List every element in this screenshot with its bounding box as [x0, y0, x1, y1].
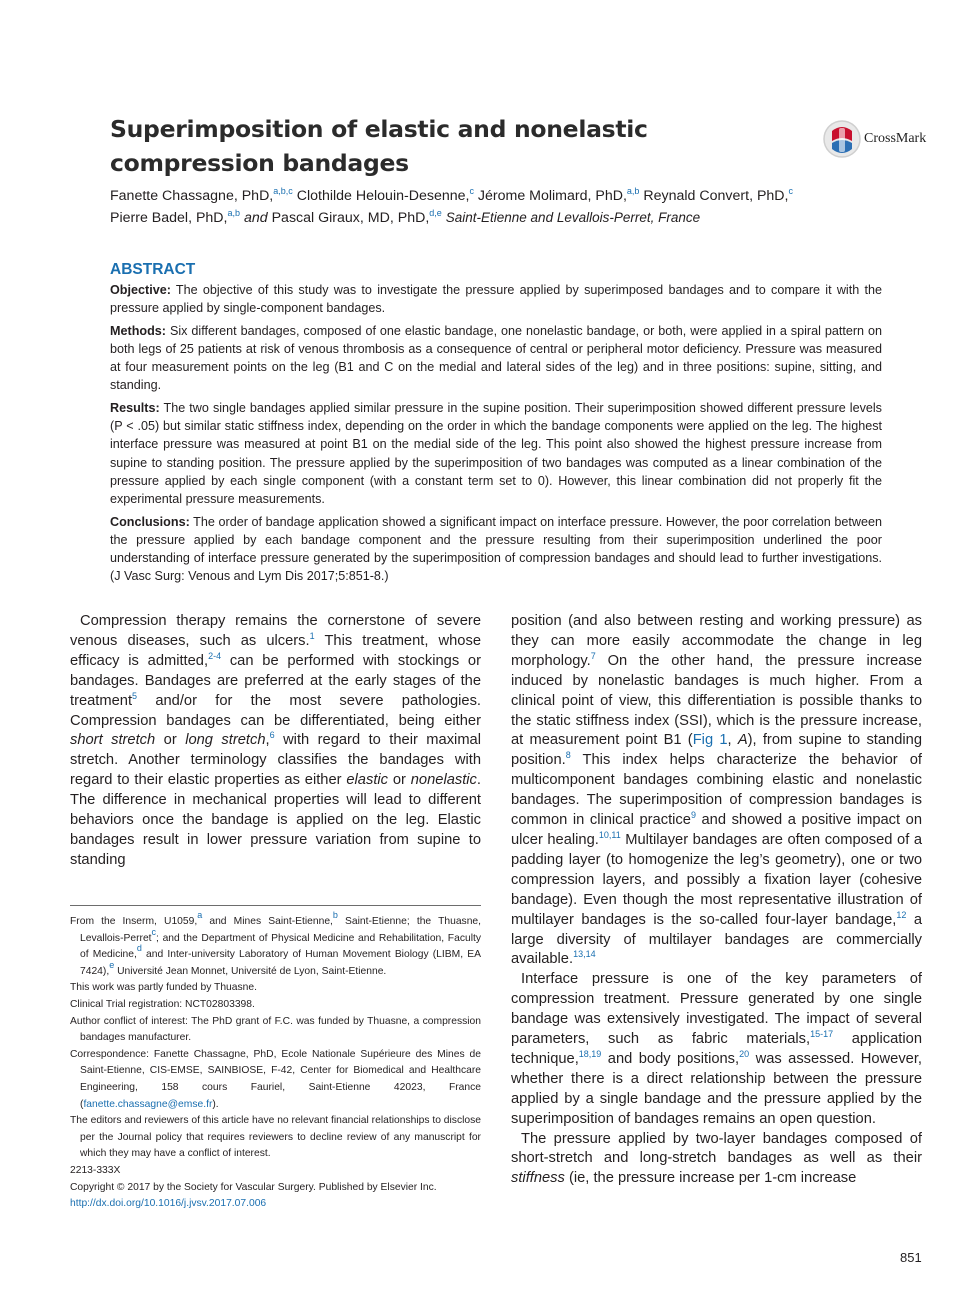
citation-link[interactable]: 15-17 [810, 1029, 834, 1040]
author-affiliation: c [788, 186, 793, 196]
text-run: The pressure applied by two-layer bandages composed of short-stretch and long-stretch bandages as well as their [511, 1130, 922, 1167]
italic-run: A [737, 732, 748, 749]
footnote [70, 910, 482, 980]
article-title: Superimposition of elastic and nonelastic compression bandages [110, 115, 648, 177]
body-paragraph [511, 612, 922, 970]
italic-run: short stretch [70, 732, 156, 749]
footnote [70, 1196, 481, 1213]
citation-link[interactable]: 5 [132, 690, 138, 701]
author-name: Pierre Badel, PhD, [110, 210, 228, 226]
text-run: Compression therapy remains the cornerstone of severe venous diseases, such as ulcers. [70, 613, 481, 649]
text-run: , [727, 732, 738, 749]
text-run: . The difference in mechanical properties will lead to different behaviors once the bandage is applied on the leg. Elastic bandages result in lower pressure variation from supine to standing [70, 772, 481, 868]
citation-link[interactable]: 10,11 [598, 829, 621, 840]
crossmark-badge[interactable] [822, 119, 932, 163]
text-run: can be performed with stockings or bandages. Bandages are preferred at the early stages of the treatment [70, 652, 481, 709]
text-run: Université Jean Monnet, Université de Lyon, Saint-Etienne. [114, 965, 387, 977]
abstract-heading: ABSTRACT [110, 261, 196, 278]
text-run: ). [212, 1098, 219, 1110]
citation-link[interactable]: 6 [269, 730, 275, 741]
author-location: Saint-Etienne and Levallois-Perret, France [445, 210, 701, 225]
citation-link[interactable]: e [109, 959, 115, 970]
hyperlink[interactable]: http://dx.doi.org/10.1016/j.jvsv.2017.07.006 [70, 1198, 267, 1210]
italic-run: long stretch [185, 732, 266, 749]
author-affiliation: a,b [227, 208, 241, 218]
footnote [70, 1014, 481, 1047]
text-run: Clinical Trial registration: NCT02803398. [70, 998, 255, 1010]
abstract-results [110, 399, 882, 509]
citation-link[interactable]: 9 [690, 810, 696, 821]
text-run: or [388, 772, 411, 789]
citation-link[interactable]: c [151, 926, 157, 937]
page-number: 851 [900, 1250, 922, 1265]
text-run: This treatment, whose efficacy is admitted, [70, 632, 481, 669]
citation-link[interactable]: 12 [896, 909, 907, 920]
text-run: was assessed. However, whether there is a direct relationship between the pressure applied by a single bandage and the pressure applied by the superimposition of bandages remains an open question. [511, 1050, 922, 1127]
abstract-text: Six different bandages, composed of one elastic bandage, one nonelastic bandage, or both, were applied in a spiral pattern on both legs of 25 patients at risk of venous thrombosis as a consequence of central or peripheral motor deficiency. Pressure was measured at four measurement points on the leg (B1 and C on the medial and lateral sides of the leg) and in three positions: supine, sitting, and standing. [110, 323, 883, 393]
italic-run: nonelastic [410, 772, 477, 789]
footnote-divider [70, 905, 481, 906]
abstract-text: The order of bandage application showed a significant impact on interface pressure. However, the poor correlation between the pressure applied by each bandage component and the pressure resulting from their superimposition underlined the poor understanding of interface pressure generated by the superimposition of compression bandages and should lead to further investigations. (J Vasc Surg: Venous and Lym Dis 2017;5:851-8.) [110, 514, 882, 584]
text-run: This work was partly funded by Thuasne. [70, 982, 257, 994]
text-run: Multilayer bandages are often composed of a padding layer (to homogenize the leg’s geometry), one or two compression layers, and possibly a fixation layer (cohesive bandage). Even though the most representative illustration of multilayer bandages is the so-called four-layer bandage, [511, 831, 922, 928]
footnotes [70, 910, 482, 1213]
text-run: Correspondence: Fanette Chassagne, PhD, Ecole Nationale Supérieure des Mines de Saint-Etienne, CIS-EMSE, SAINBIOSE, F-42, Center for Biomedical and Healthcare Engineering, 158 cours Fauriel, Saint-Etienne 42023, France ( [70, 1048, 481, 1110]
citation-link[interactable]: 1 [309, 630, 315, 641]
abstract-objective [110, 281, 882, 318]
abstract-body [110, 281, 882, 590]
author-conjunction: and [243, 210, 268, 226]
citation-link[interactable]: 8 [565, 750, 571, 761]
author-name: Fanette Chassagne, PhD, [110, 188, 274, 204]
abstract-text: The two single bandages applied similar pressure in the supine position. Their superimposition showed different pressure levels (P < .05) but similar static stiffness index, depending on the order in which the bandage components were applied on the leg. The highest interface pressure was measured at point B1 on the medial side of the leg. This point also showed the highest pressure increase from supine to standing position. The pressure applied by the superimposition of two bandages was computed as a linear combination of the pressure applied by each single component (with a constant term set to 0). However, this linear combination did not properly fit the experimental pressure measurements. [110, 400, 882, 507]
text-run: with regard to their maximal stretch. Another terminology classifies the bandages with regard to their elastic properties as either [70, 732, 481, 789]
text-run: Copyright © 2017 by the Society for Vascular Surgery. Published by Elsevier Inc. [70, 1181, 437, 1193]
text-run: ; and the Department of Physical Medicine and Rehabilitation, Faculty of Medicine, [80, 932, 481, 961]
citation-link[interactable]: a [197, 910, 203, 920]
abstract-conclusions [110, 513, 882, 586]
footnote [70, 980, 481, 997]
text-run: and Mines Saint-Etienne, [202, 916, 333, 927]
body-paragraph [511, 970, 922, 1129]
abstract-label: Methods: [110, 323, 166, 338]
body-paragraph [511, 1130, 922, 1190]
citation-link[interactable]: 13,14 [573, 949, 596, 960]
text-run: From the Inserm, U1059, [70, 916, 198, 927]
citation-link[interactable]: 20 [739, 1048, 750, 1059]
text-run: and body positions, [601, 1050, 740, 1067]
citation-link[interactable]: 18,19 [578, 1048, 602, 1059]
author-affiliation: a,b,c [273, 186, 293, 196]
text-run: application technique, [511, 1031, 922, 1067]
author-affiliation: c [469, 186, 474, 196]
citation-link[interactable]: 7 [590, 650, 596, 661]
abstract-label: Results: [110, 400, 160, 415]
body-column-left [70, 612, 481, 871]
citation-link[interactable]: b [332, 910, 338, 920]
body-paragraph [70, 612, 481, 871]
text-run: ), from supine to standing position. [511, 732, 922, 769]
text-run: Author conflict of interest: The PhD grant of F.C. was funded by Thuasne, a compression bandages manufacturer. [70, 1015, 481, 1044]
text-run: On the other hand, the pressure increase induced by nonelastic bandages is much higher. From a clinical point of view, this differentiation is possible thanks to the static stiffness index (SSI), which is the pressure increase, at measurement point B1 ( [511, 652, 922, 749]
text-run: This index helps characterize the behavior of multicomponent bandages combining elastic and nonelastic bandages. The superimposition of compression bandages is common in clinical practice [511, 752, 922, 829]
text-run: position (and also between resting and working pressure) as they can more easily accommodate the change in leg morphology. [511, 613, 922, 669]
footnote [70, 1047, 481, 1113]
text-run: (ie, the pressure increase per 1-cm increase [564, 1170, 857, 1187]
hyperlink[interactable]: fanette.chassagne@emse.fr [83, 1098, 213, 1110]
citation-link[interactable]: 2-4 [208, 650, 222, 661]
text-run: Saint-Etienne; the Thuasne, Levallois-Perret [80, 916, 482, 944]
text-run: and showed a positive impact on ulcer healing. [511, 812, 922, 848]
text-run: and Inter-university Laboratory of Human Movement Biology (LIBM, EA 7424), [80, 949, 481, 977]
author-name: Jérome Molimard, PhD, [477, 188, 627, 204]
text-run: Interface pressure is one of the key parameters of compression treatment. Pressure generated by one single bandage was extensively investigated. The impact of several parameters, such as fabric materials, [511, 971, 922, 1048]
author-name: Reynald Convert, PhD, [643, 188, 789, 204]
text-run: The editors and reviewers of this article have no relevant financial relationships to disclose per the Journal policy that requires reviewers to decline review of any manuscript for which they may have a conflict of interest. [70, 1115, 481, 1160]
text-run: and/or for the most severe pathologies. Compression bandages can be differentiated, being either [70, 692, 481, 729]
author-name: Clothilde Helouin-Desenne, [296, 188, 470, 204]
text-run: 2213-333X [70, 1164, 121, 1176]
text-run: a large diversity of multilayer bandages are commercially available. [511, 911, 923, 968]
author-affiliation: d,e [429, 208, 442, 218]
italic-run: stiffness [511, 1170, 565, 1187]
italic-run: elastic [346, 772, 389, 789]
hyperlink[interactable]: Fig 1 [692, 732, 728, 749]
author-affiliation: a,b [626, 186, 640, 196]
abstract-label: Conclusions: [110, 514, 190, 529]
abstract-label: Objective: [110, 283, 171, 297]
footnote [70, 997, 481, 1014]
crossmark-icon [822, 119, 862, 159]
crossmark-label: CrossMark [864, 131, 927, 146]
abstract-text: The objective of this study was to investigate the pressure applied by superimposed bandages and to compare it with the pressure applied by single-component bandages. [110, 283, 882, 316]
footnote [70, 1180, 481, 1197]
text-run: or [155, 732, 186, 749]
body-column-right [511, 612, 922, 1189]
footnote [70, 1113, 481, 1163]
abstract-methods [110, 322, 882, 395]
text-run: , [265, 732, 270, 749]
footnote [70, 1163, 481, 1180]
citation-link[interactable]: d [136, 943, 142, 954]
author-list [110, 186, 890, 229]
author-name: Pascal Giraux, MD, PhD, [271, 210, 430, 226]
